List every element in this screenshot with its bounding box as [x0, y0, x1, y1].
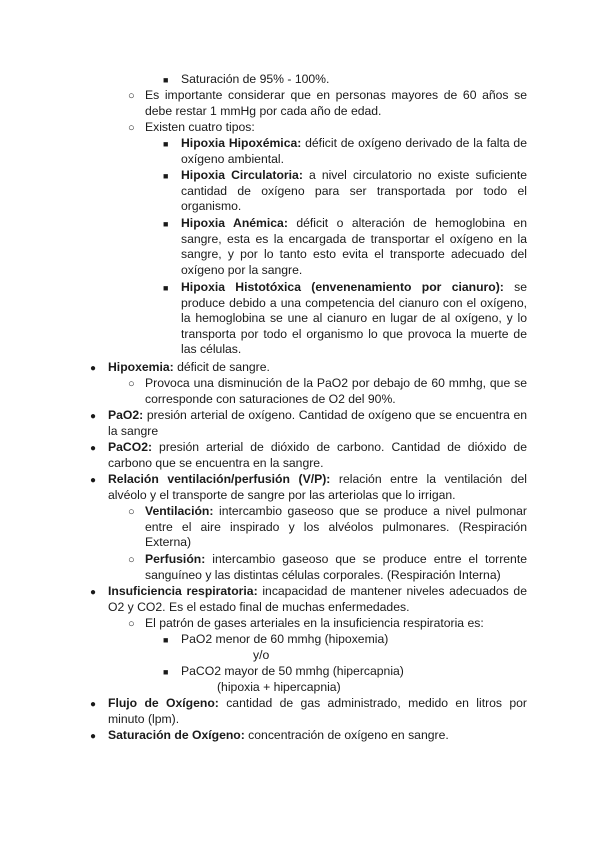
item-text: Saturación de 95% - 100%.: [181, 72, 330, 86]
item-text: PaO2 menor de 60 mmhg (hipoxemia): [181, 632, 389, 646]
list-item-paco2-mayor: [181, 664, 527, 680]
definition: cantidad de gas administrado, medido en litros por minuto (lpm).: [108, 696, 527, 726]
list-item-hipoxia-anemica: [181, 216, 527, 278]
disc-bullet-icon: ●: [90, 587, 97, 598]
disc-bullet-icon: ●: [90, 443, 97, 454]
term: Relación ventilación/perfusión (V/P):: [108, 472, 331, 486]
list-item-flujo-oxigeno: [108, 696, 527, 727]
definition: déficit o alteración de hemoglobina en sangre, esta es la encargada de transportar el oxígeno en la sangre, y por lo tanto esto evita el transporte adecuado del oxígeno por la sangre.: [181, 216, 527, 277]
item-text: El patrón de gases arteriales en la insuficiencia respiratoria es:: [145, 616, 484, 630]
definition: a nivel circulatorio no existe suficiente cantidad de oxígeno para ser transportada por todo el organismo.: [181, 168, 527, 214]
list-item-insuficiencia-respiratoria: [108, 584, 527, 615]
term: PaO2:: [108, 408, 144, 422]
definition: presión arterial de oxígeno. Cantidad de oxígeno que se encuentra en la sangre: [108, 408, 527, 438]
term: Perfusión:: [145, 552, 206, 566]
list-item-pao2: [108, 408, 527, 439]
term: PaCO2:: [108, 440, 153, 454]
definition: intercambio gaseoso que se produce entre el torrente sanguíneo y las distintas células corporales. (Respiración Interna): [145, 552, 527, 582]
circle-bullet-icon: ○: [128, 618, 135, 630]
definition: relación entre la ventilación del alvéolo y el transporte de sangre por las arteriolas que lo irrigan.: [108, 472, 527, 502]
definition: intercambio gaseoso que se produce a nivel pulmonar entre el aire inspirado y los alvéolos pulmonares. (Respiración Externa): [145, 504, 527, 550]
circle-bullet-icon: ○: [128, 506, 135, 518]
disc-bullet-icon: ●: [90, 731, 97, 742]
list-item-saturacion-oxigeno: [108, 728, 527, 744]
square-bullet-icon: ■: [163, 667, 169, 677]
item-text: PaCO2 mayor de 50 mmhg (hipercapnia): [181, 664, 404, 678]
term: Insuficiencia respiratoria:: [108, 584, 258, 598]
term: Flujo de Oxígeno:: [108, 696, 219, 710]
circle-bullet-icon: ○: [128, 378, 135, 390]
list-item-cuatro-tipos: [145, 120, 527, 136]
list-item-relacion-vp: [108, 472, 527, 503]
list-item-perfusion: [145, 552, 527, 583]
connector-yo: y/o: [253, 648, 270, 662]
item-text: Es importante considerar que en personas mayores de 60 años se debe restar 1 mmHg por cada año de edad.: [145, 88, 527, 118]
list-item-saturacion-rango: [181, 72, 527, 88]
definition: concentración de oxígeno en sangre.: [244, 728, 449, 742]
disc-bullet-icon: ●: [90, 475, 97, 486]
circle-bullet-icon: ○: [128, 90, 135, 102]
list-item-mayores-60: [145, 88, 527, 119]
definition: se produce debido a una competencia del cianuro con el oxígeno, la hemoglobina se une al cianuro en lugar de al oxígeno, y lo transporta por todo el organismo lo que provoca la muerte de las células.: [181, 280, 527, 357]
list-item-hipoxia-hipoxemica: [181, 136, 527, 167]
list-item-pao2-menor: [181, 632, 527, 648]
term: Hipoxia Anémica:: [181, 216, 288, 230]
square-bullet-icon: ■: [163, 219, 169, 229]
term: Hipoxia Circulatoria:: [181, 168, 303, 182]
disc-bullet-icon: ●: [90, 411, 97, 422]
term: Saturación de Oxígeno:: [108, 728, 245, 742]
list-item-paco2: [108, 440, 527, 471]
list-item-hipoxia-circulatoria: [181, 168, 527, 215]
disc-bullet-icon: ●: [90, 363, 97, 374]
square-bullet-icon: ■: [163, 635, 169, 645]
item-text: Existen cuatro tipos:: [145, 120, 255, 134]
definition: incapacidad de mantener niveles adecuados de O2 y CO2. Es el estado final de muchas enfermedades.: [108, 584, 527, 614]
term: Ventilación:: [145, 504, 214, 518]
square-bullet-icon: ■: [163, 75, 169, 85]
square-bullet-icon: ■: [163, 139, 169, 149]
circle-bullet-icon: ○: [128, 122, 135, 134]
square-bullet-icon: ■: [163, 283, 169, 293]
disc-bullet-icon: ●: [90, 699, 97, 710]
definition: déficit de sangre.: [173, 360, 270, 374]
list-item-hipoxemia: [108, 360, 527, 376]
term: Hipoxemia:: [108, 360, 174, 374]
term: Hipoxia Hipoxémica:: [181, 136, 302, 150]
circle-bullet-icon: ○: [128, 554, 135, 566]
item-text: Provoca una disminución de la PaO2 por debajo de 60 mmhg, que se corresponde con saturaciones de O2 del 90%.: [145, 376, 527, 406]
term: Hipoxia Histotóxica (envenenamiento por cianuro):: [181, 280, 504, 294]
combined-note: (hipoxia + hipercapnia): [217, 680, 341, 694]
list-item-patron-gases: [145, 616, 527, 632]
definition: déficit de oxígeno derivado de la falta de oxígeno ambiental.: [181, 136, 527, 166]
definition: presión arterial de dióxido de carbono. Cantidad de dióxido de carbono que se encuentra en la sangre.: [108, 440, 527, 470]
list-item-hipoxia-histotoxica: [181, 280, 527, 358]
list-item-hipoxemia-detalle: [145, 376, 527, 407]
square-bullet-icon: ■: [163, 171, 169, 181]
list-item-ventilacion: [145, 504, 527, 551]
